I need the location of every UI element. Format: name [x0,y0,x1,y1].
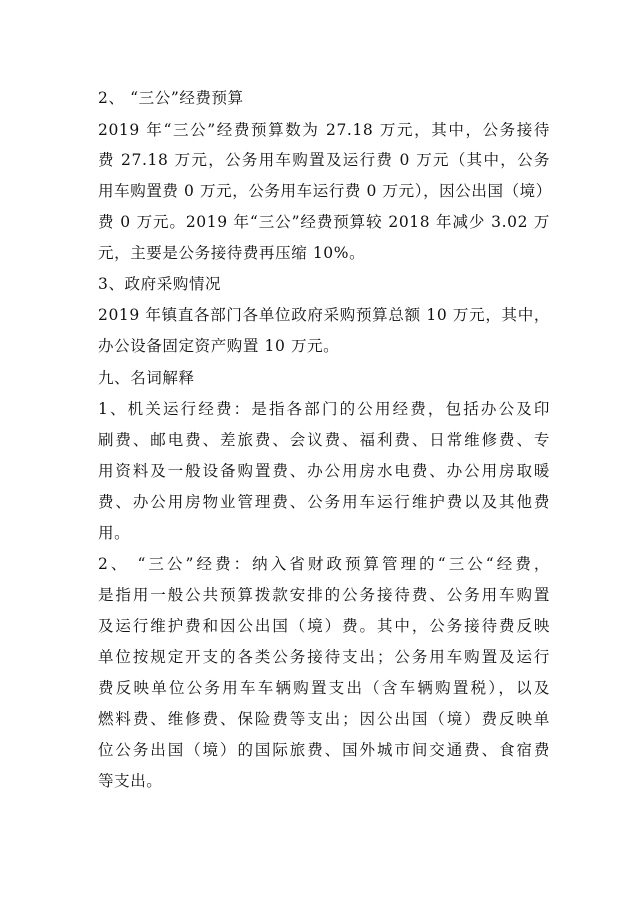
paragraph-line: 费反映单位公务用车车辆购置支出（含车辆购置税），以及 [98,679,550,697]
paragraph-line: 位公务出国（境）的国际旅费、国外城市间交通费、食宿费 [98,741,550,759]
paragraph-line: 费、办公用房物业管理费、公务用车运行维护费以及其他费 [98,493,550,511]
paragraph-line: 单位按规定开支的各类公务接待支出；公务用车购置及运行 [98,648,550,666]
paragraph-line: 是指用一般公共预算拨款安排的公务接待费、公务用车购置 [98,586,550,604]
paragraph-line: 2、 “三公”经费：纳入省财政预算管理的“三公“经费， [98,555,550,573]
paragraph-line: 1、机关运行经费：是指各部门的公用经费，包括办公及印 [98,400,550,418]
paragraph-line: 费 27.18 万元，公务用车购置及运行费 0 万元（其中，公务 [98,151,550,169]
paragraph-line: 用车购置费 0 万元，公务用车运行费 0 万元），因公出国（境） [98,182,552,200]
paragraph-line: 办公设备固定资产购置 10 万元。 [98,337,340,355]
heading-glossary: 九、名词解释 [98,369,195,387]
paragraph-line: 及运行维护费和因公出国（境）费。其中，公务接待费反映 [98,617,550,635]
paragraph-line: 费 0 万元。2019 年“三公”经费预算较 2018 年减少 3.02 万 [98,213,550,231]
paragraph-line: 等支出。 [98,772,163,790]
heading-procurement: 3、政府采购情况 [98,275,222,293]
paragraph-line: 2019 年“三公”经费预算数为 27.18 万元，其中，公务接待 [98,121,550,139]
paragraph-line: 燃料费、维修费、保险费等支出；因公出国（境）费反映单 [98,710,550,728]
heading-three-public-budget: 2、 “三公”经费预算 [98,89,244,107]
paragraph-line: 用资料及一般设备购置费、办公用房水电费、办公用房取暖 [98,462,550,480]
paragraph-line: 2019 年镇直各部门各单位政府采购预算总额 10 万元，其中， [98,306,550,324]
paragraph-line: 元，主要是公务接待费再压缩 10%。 [98,244,366,262]
paragraph-line: 刷费、邮电费、差旅费、会议费、福利费、日常维修费、专 [98,431,550,449]
paragraph-line: 用。 [98,524,131,542]
